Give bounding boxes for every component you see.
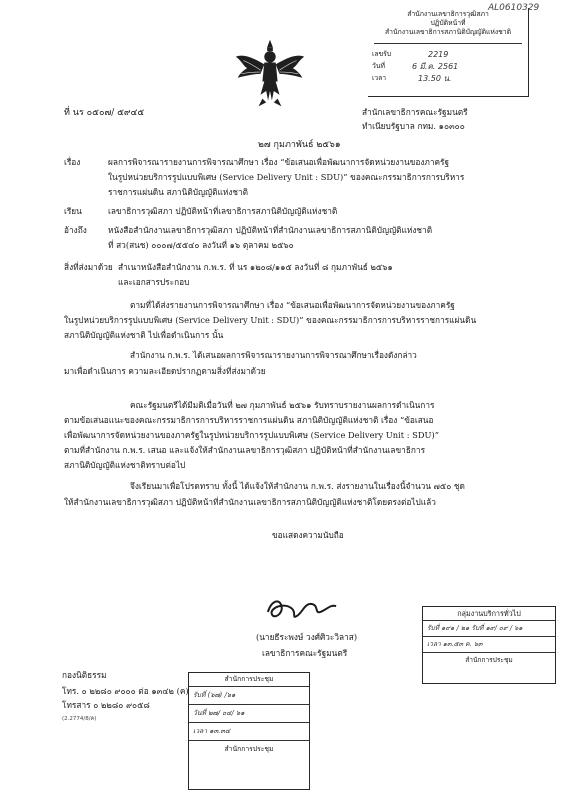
body-paragraph-line: สำนักงาน ก.พ.ร. ได้เสนอผลการพิจารณารายงานการพิจารณาศึกษาเรื่องดังกล่าว <box>130 350 417 360</box>
footer-code: (2.2774/8/ค) <box>62 716 97 722</box>
body-paragraph-line: ตามที่ได้ส่งรายงานการพิจารณาศึกษา เรื่อง “ข้อเสนอเพื่อพัฒนาการจัดหน่วยงานของภาครัฐ <box>130 300 455 310</box>
signer-name: (นายธีระพงษ์ วงศ์ศิวะวิลาส) <box>256 632 358 642</box>
footer-phone: โทร. ๐ ๒๒๘๐ ๙๐๐๐ ต่อ ๑๓๔๒ (ค) <box>62 686 189 696</box>
stamp-time-label: เวลา <box>372 74 387 82</box>
garuda-emblem <box>232 34 308 110</box>
received-stamp <box>368 8 529 97</box>
recipient-label: เรียน <box>64 206 82 216</box>
footer-department: กองนิติธรรม <box>62 670 107 680</box>
body-paragraph-line: เพื่อพัฒนาการจัดหน่วยงานของภาครัฐในรูปหน่วยบริการรูปแบบพิเศษ (Service Delivery Unit : SDU)” <box>64 430 439 440</box>
general-stamp-row: เวลา ๑๓.๕๓ ค. ๖๓ <box>423 637 555 653</box>
body-paragraph-line: ให้สำนักงานเลขาธิการวุฒิสภา ปฏิบัติหน้าที่สำนักงานเลขาธิการสภานิติบัญญัติแห่งชาติโดยตรงต่อไปแล้ว <box>64 497 436 507</box>
meeting-stamp-row: รับที่ (๖๗) /๖๑ <box>189 687 309 705</box>
body-paragraph-line: ตามข้อเสนอแนะของคณะกรรมาธิการการบริหารราชการแผ่นดิน สภานิติบัญญัติแห่งชาติ เรื่อง “ข้อเสนอ <box>64 415 434 425</box>
letter-date: ๒๗ กุมภาพันธ์ ๒๕๖๑ <box>258 140 341 150</box>
stamp-rcv-label: เลขรับ <box>372 50 392 58</box>
footer-fax: โทรสาร ๐ ๒๒๘๐ ๙๐๕๘ <box>62 700 150 710</box>
meeting-stamp-row: เวลา ๑๓.๓๔ <box>189 723 309 741</box>
meeting-stamp-row: สำนักการประชุม <box>189 673 309 687</box>
stamp-line-office: สำนักงานเลขาธิการวุฒิสภา <box>407 10 489 18</box>
sender-address: ทำเนียบรัฐบาล กทม. ๑๐๓๐๐ <box>362 121 465 131</box>
stamp-time-value: 13.50 น. <box>418 74 452 83</box>
subject-line: ราชการแผ่นดิน สภานิติบัญญัติแห่งชาติ <box>108 187 249 197</box>
body-paragraph-line: คณะรัฐมนตรีได้มีมติเมื่อวันที่ ๒๗ กุมภาพันธ์ ๒๕๖๑ รับทราบรายงานผลการดำเนินการ <box>130 400 435 410</box>
stamp-date-value: 6 มี.ค. 2561 <box>412 62 459 71</box>
sender-org: สำนักเลขาธิการคณะรัฐมนตรี <box>362 107 468 117</box>
body-paragraph-line: สภานิติบัญญัติแห่งชาติทราบต่อไป <box>64 460 186 470</box>
doc-number: ที่ นร ๐๕๐๗/ ๕๙๔๕ <box>64 108 145 118</box>
general-stamp-title: กลุ่มงานบริการทั่วไป <box>423 607 555 621</box>
enclosure-line: และเอกสารประกอบ <box>118 277 190 287</box>
general-stamp-row: สำนักการประชุม <box>465 656 513 664</box>
document-code: AL0610329 <box>488 3 540 13</box>
meeting-stamp-row: สำนักการประชุม <box>224 745 274 753</box>
enclosure-line: สำเนาหนังสือสำนักงาน ก.พ.ร. ที่ นร ๑๒๐๘/๑๑๕ ลงวันที่ ๘ กุมภาพันธ์ ๒๕๖๑ <box>118 262 393 272</box>
subject-line: ในรูปหน่วยบริการรูปแบบพิเศษ (Service Delivery Unit : SDU)” ของคณะกรรมาธิการการบริหาร <box>108 172 465 182</box>
subject-line: ผลการพิจารณารายงานการพิจารณาศึกษา เรื่อง “ข้อเสนอเพื่อพัฒนาการจัดหน่วยงานของภาครัฐ <box>108 157 450 167</box>
signer-title: เลขาธิการคณะรัฐมนตรี <box>262 648 348 658</box>
recipient-text: เลขาธิการวุฒิสภา ปฏิบัติหน้าที่เลขาธิการสภานิติบัญญัติแห่งชาติ <box>108 206 338 216</box>
body-paragraph-line: จึงเรียนมาเพื่อโปรดทราบ ทั้งนี้ ได้แจ้งให้สำนักงาน ก.พ.ร. ส่งรายงานในเรื่องนี้จำนวน ๗๕๐ ชุด <box>130 481 465 491</box>
body-paragraph-line: ในรูปหน่วยบริการรูปแบบพิเศษ (Service Delivery Unit : SDU)” ของคณะกรรมาธิการการบริหารราชการแผ่นดิน <box>64 315 477 325</box>
stamp-rcv-value: 2219 <box>428 50 449 59</box>
meeting-bureau-stamp <box>188 672 310 790</box>
general-stamp-row: รับที่ ๑๙๑ / ๒๑ รับที่ ๑๙/ ๐๙ / ๖๑ <box>423 621 555 637</box>
signature <box>262 590 340 630</box>
stamp-line-nla: สำนักงานเลขาธิการสภานิติบัญญัติแห่งชาติ <box>384 28 512 36</box>
enclosure-label: สิ่งที่ส่งมาด้วย <box>64 262 113 272</box>
reference-label: อ้างถึง <box>64 225 87 235</box>
stamp-date-label: วันที่ <box>372 62 385 70</box>
meeting-stamp-row: วันที่ ๒๗/ ๐๔/ ๖๑ <box>189 705 309 723</box>
body-paragraph-line: ตามที่สำนักงาน ก.พ.ร. เสนอ และแจ้งให้สำนักงานเลขาธิการวุฒิสภา ปฏิบัติหน้าที่สำนักงานเลขาธิการ <box>64 445 426 455</box>
closing: ขอแสดงความนับถือ <box>272 530 344 540</box>
subject-label: เรื่อง <box>64 157 81 167</box>
reference-line: ที่ สว(สนช) ๐๐๐๗/๕๕๔๐ ลงวันที่ ๑๖ ตุลาคม ๒๕๖๐ <box>108 240 294 250</box>
general-services-stamp <box>422 606 556 684</box>
body-paragraph-line: สภานิติบัญญัติแห่งชาติ ไปเพื่อดำเนินการ นั้น <box>64 330 224 340</box>
body-paragraph-line: มาเพื่อดำเนินการ ความละเอียดปรากฏตามสิ่งที่ส่งมาด้วย <box>64 366 266 376</box>
stamp-line-acting: ปฏิบัติหน้าที่ <box>430 19 466 27</box>
reference-line: หนังสือสำนักงานเลขาธิการวุฒิสภา ปฏิบัติหน้าที่สำนักงานเลขาธิการสภานิติบัญญัติแห่งชาติ <box>108 225 433 235</box>
